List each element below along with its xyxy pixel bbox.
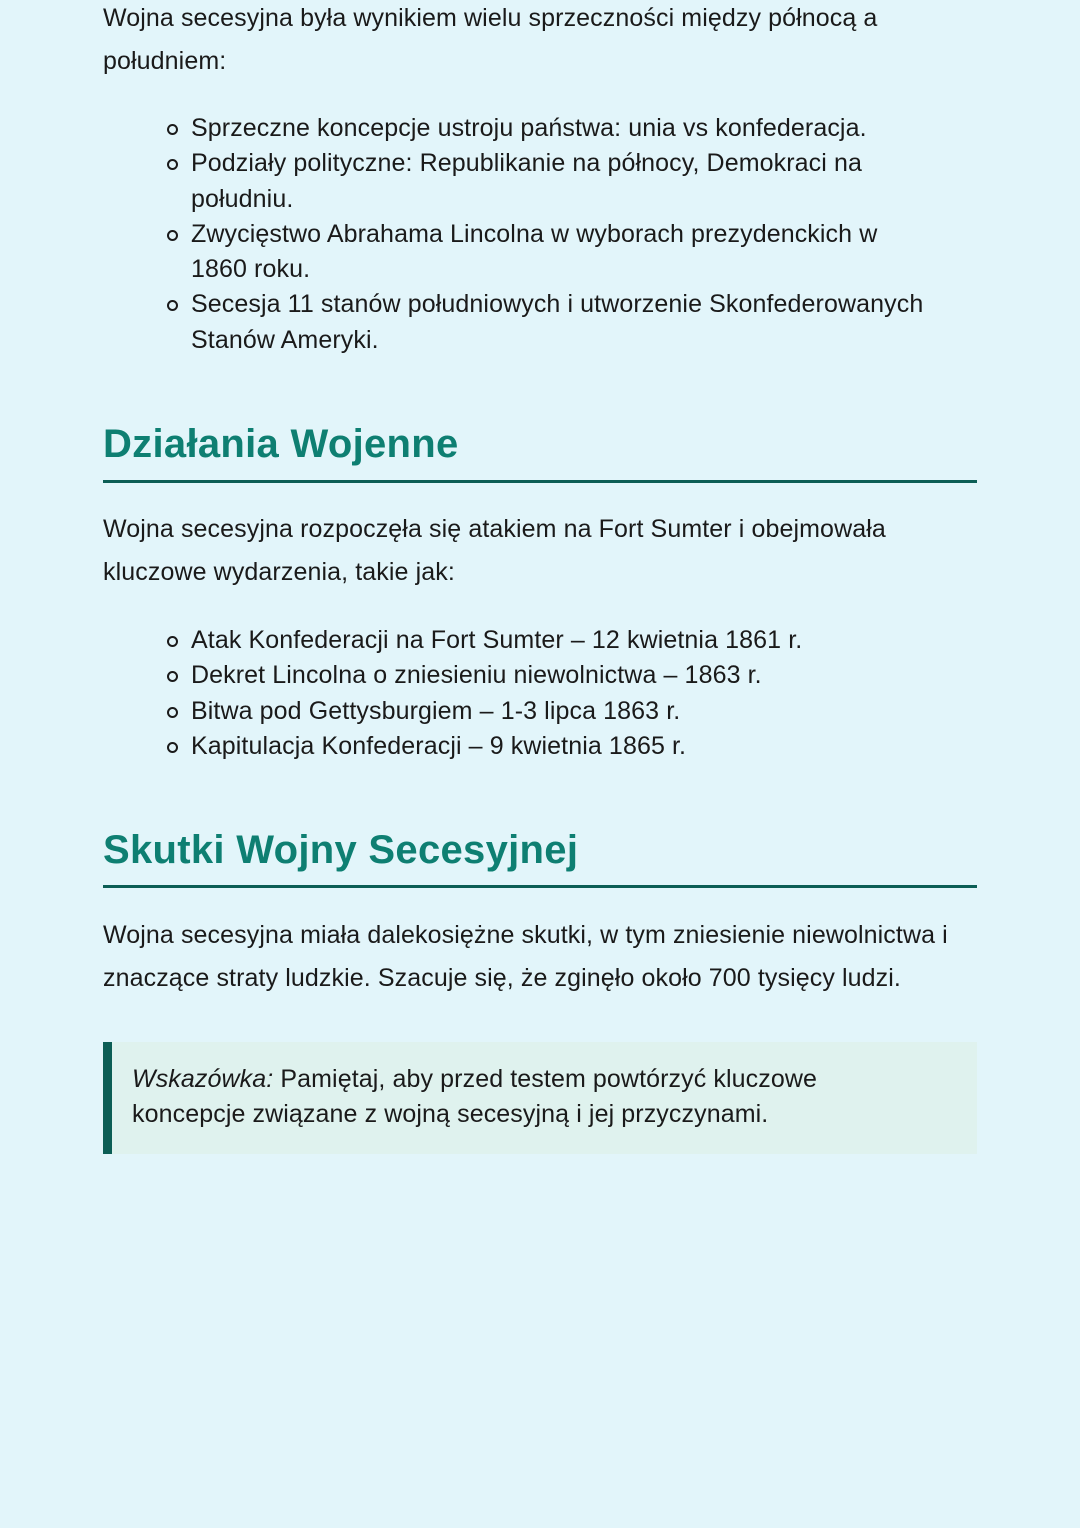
list-item: Atak Konfederacji na Fort Sumter – 12 kwietnia 1861 r. (191, 623, 1065, 658)
section-heading-military: Działania Wojenne (103, 422, 459, 466)
list-item: Zwycięstwo Abrahama Lincolna w wyborach prezydenckich w 1860 roku. (191, 217, 931, 288)
tip-body: Pamiętaj, aby przed testem powtórzyć kluczowe koncepcje związane z wojną secesyjną i jej przyczynami. (132, 1065, 818, 1128)
list-item: Secesja 11 stanów południowych i utworzenie Skonfederowanych Stanów Ameryki. (191, 287, 961, 358)
list-item: Bitwa pod Gettysburgiem – 1-3 lipca 1863 r. (191, 694, 1065, 729)
section-divider (103, 480, 977, 483)
list-item: Kapitulacja Konfederacji – 9 kwietnia 1865 r. (191, 729, 1065, 764)
circle-bullet-icon (167, 742, 178, 753)
list-item: Sprzeczne koncepcje ustroju państwa: unia vs konfederacja. (191, 111, 1065, 146)
causes-intro: Wojna secesyjna była wynikiem wielu sprzeczności między północą a południem: (103, 4, 878, 75)
circle-bullet-icon (167, 671, 178, 682)
military-intro: Wojna secesyjna rozpoczęła się atakiem na Fort Sumter i obejmowała kluczowe wydarzenia, takie jak: (103, 515, 886, 586)
effects-intro: Wojna secesyjna miała dalekosiężne skutki, w tym zniesienie niewolnictwa i znaczące straty ludzkie. Szacuje się, że zginęło około 700 tysięcy ludzi. (103, 921, 948, 992)
military-events-list (103, 623, 1065, 764)
section-heading-effects: Skutki Wojny Secesyjnej (103, 828, 579, 872)
tip-callout (103, 1042, 977, 1154)
circle-bullet-icon (167, 124, 178, 135)
circle-bullet-icon (167, 300, 178, 311)
list-item: Dekret Lincolna o zniesieniu niewolnictwa – 1863 r. (191, 658, 1065, 693)
circle-bullet-icon (167, 159, 178, 170)
circle-bullet-icon (167, 230, 178, 241)
tip-text (132, 1062, 932, 1132)
section-divider (103, 885, 977, 888)
causes-list (103, 111, 1065, 358)
list-item: Podziały polityczne: Republikanie na północy, Demokraci na południu. (191, 146, 911, 217)
circle-bullet-icon (167, 636, 178, 647)
tip-label: Wskazówka: (132, 1065, 274, 1093)
circle-bullet-icon (167, 707, 178, 718)
callout-accent-bar (103, 1042, 112, 1154)
